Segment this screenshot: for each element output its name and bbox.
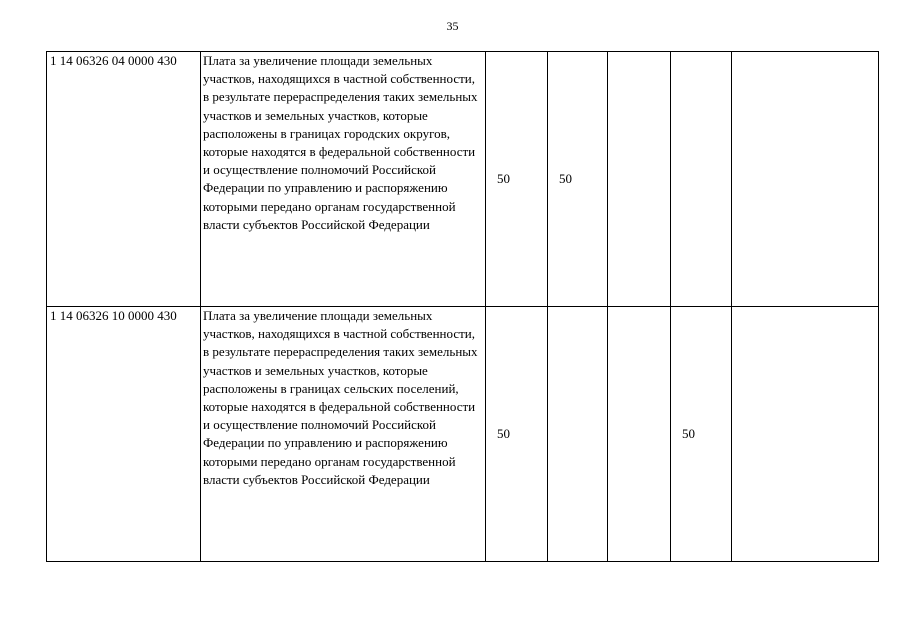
value-cell-4: 50 [671,307,732,562]
value-cell-2 [548,307,608,562]
budget-code-cell: 1 14 06326 10 0000 430 [47,307,201,562]
value-cell-4 [671,52,732,307]
description-cell [201,52,486,307]
budget-revenue-table [46,51,879,562]
description-text: Плата за увеличение площади земельных участков, находящихся в частной собственности, в результате перераспределения таких земельных участков и земельных участков, которые расположены в границах сельских поселений, которые находятся в федеральной собственности и осуществление полномочий Российской Федерации по управлению и распоряжению которыми передано органам государственной власти субъектов Российской Федерации [203,308,478,487]
page-number: 35 [446,19,459,33]
value-cell-3 [608,52,671,307]
value-cell-3 [608,307,671,562]
table-row [47,307,879,562]
description-cell [201,307,486,562]
table-row [47,52,879,307]
value-cell-1: 50 [486,52,548,307]
value-cell-2: 50 [548,52,608,307]
value-cell-5 [732,307,879,562]
budget-code-cell: 1 14 06326 04 0000 430 [47,52,201,307]
description-text: Плата за увеличение площади земельных участков, находящихся в частной собственности, в результате перераспределения таких земельных участков и земельных участков, которые расположены в границах городских округов, которые находятся в федеральной собственности и осуществление полномочий Российской Федерации по управлению и распоряжению которыми передано органам государственной власти субъектов Российской Федерации [203,53,478,232]
value-cell-1: 50 [486,307,548,562]
value-cell-5 [732,52,879,307]
